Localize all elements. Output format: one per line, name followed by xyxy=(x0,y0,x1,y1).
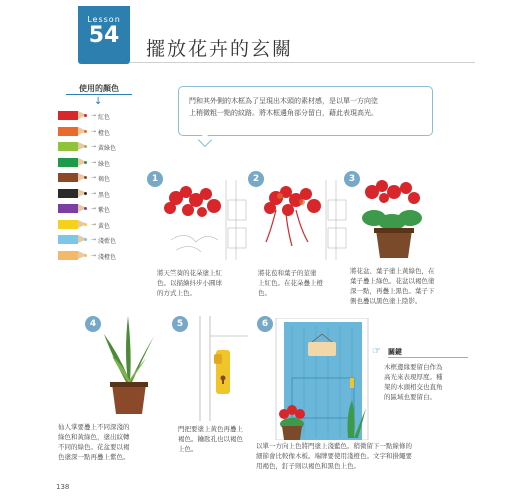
tip-line: 架的木頭相交也直角 xyxy=(384,383,443,391)
step-line: 將花苞和葉子的莖塗 xyxy=(258,269,317,277)
pencil-body xyxy=(58,220,78,229)
pencil-lead xyxy=(84,130,87,133)
colored-pencil-icon xyxy=(58,111,88,120)
color-label: 褐色 xyxy=(98,176,111,183)
page-number: 138 xyxy=(56,483,70,491)
intro-line: 上稍微粗一點的紋路。將木框邊角部分留白，藉此表現高光。 xyxy=(189,109,378,117)
geranium-sketch-illustration xyxy=(156,180,251,265)
right-arrow-icon: → xyxy=(91,220,97,228)
color-label: 淺橙色 xyxy=(98,253,117,261)
step-line: 上紅色。在花朵疊上橙 xyxy=(258,279,323,287)
lesson-badge xyxy=(78,6,130,64)
lesson-word: Lesson xyxy=(87,15,121,24)
key-point-text xyxy=(384,362,472,402)
colored-pencil-icon xyxy=(58,173,88,182)
color-label: 紫色 xyxy=(98,207,111,214)
step-line: 上色。 xyxy=(178,445,198,453)
door-handle-illustration xyxy=(188,316,248,421)
intro-line: 門和其外側的木框為了呈現出木頭的素材感，是以單一方向塗 xyxy=(189,97,378,105)
step-3-text xyxy=(350,266,435,306)
right-arrow-icon: → xyxy=(91,205,97,212)
blue-door-entrance-illustration xyxy=(272,318,372,440)
right-arrow-icon: → xyxy=(91,143,97,150)
pencil-body xyxy=(58,173,78,182)
legend-title: 使用的顏色 xyxy=(79,84,119,93)
right-arrow-icon: → xyxy=(91,127,97,135)
right-arrow-icon: → xyxy=(91,251,97,259)
step-4-text xyxy=(58,422,130,462)
down-arrow-icon: ↓ xyxy=(94,96,103,107)
step-line: 的方式上色。 xyxy=(157,289,196,297)
step-line: 側也疊以黑色塗上陰影。 xyxy=(350,297,422,305)
step-number: 3 xyxy=(344,171,360,187)
pointing-hand-icon: ☞ xyxy=(372,346,381,357)
step-6-text xyxy=(256,441,412,471)
step-line: 不同的綠色。花盆要以褐 xyxy=(58,443,130,451)
step-line: 色。以描繪抖步小圓球 xyxy=(157,279,222,287)
colored-pencil-icon xyxy=(58,235,88,244)
pencil-lead xyxy=(84,161,87,164)
pencil-body xyxy=(58,127,78,136)
step-5-text xyxy=(178,424,243,454)
pencil-lead xyxy=(84,176,87,179)
step-line: 色塗深一點再疊上紫色。 xyxy=(58,453,130,461)
right-arrow-icon: → xyxy=(91,112,97,119)
step-line: 門把要塗上黃色再疊上 xyxy=(178,425,243,433)
geranium-stems-illustration xyxy=(256,180,351,265)
pencil-body xyxy=(58,158,78,167)
colored-pencil-icon xyxy=(58,220,88,229)
pencil-lead xyxy=(84,223,87,226)
color-label: 黃綠色 xyxy=(98,145,117,152)
step-line: 將天竺葵的花朵塗上紅 xyxy=(157,269,222,277)
step-line: 仙人掌要疊上不同深淺的 xyxy=(58,423,130,431)
colored-pencil-icon xyxy=(58,158,88,167)
step-number: 6 xyxy=(257,316,273,332)
step-number: 5 xyxy=(172,316,188,332)
pencil-lead xyxy=(84,114,87,117)
pencil-body xyxy=(58,189,78,198)
right-arrow-icon: → xyxy=(91,174,97,181)
color-label: 綠色 xyxy=(98,160,111,168)
pencil-body xyxy=(58,235,78,244)
right-arrow-icon: → xyxy=(91,189,97,197)
step-1-text xyxy=(157,268,222,298)
step-line: 葉子疊上綠色。花盆以褐色塗 xyxy=(350,277,435,285)
right-arrow-icon: → xyxy=(91,236,97,243)
pencil-lead xyxy=(84,192,87,195)
legend-divider xyxy=(66,94,132,95)
colored-pencil-icon xyxy=(58,189,88,198)
color-label: 黃色 xyxy=(98,222,111,230)
key-point-title: 關鍵 xyxy=(388,348,402,356)
step-line: 以單一方向上色將門塗上淺藍色。稍微留下一點線條的 xyxy=(256,442,412,450)
step-line: 用褐色，釘子則以褐色和黑色上色。 xyxy=(256,462,360,470)
colored-pencil-icon xyxy=(58,142,88,151)
pencil-lead xyxy=(84,145,87,148)
step-number: 1 xyxy=(147,171,163,187)
step-line: 將花盆、葉子塗上黃綠色，在 xyxy=(350,267,435,275)
pencil-body xyxy=(58,111,78,120)
step-number: 2 xyxy=(248,171,264,187)
color-label: 淺藍色 xyxy=(98,238,117,245)
pencil-lead xyxy=(84,207,87,210)
pencil-body xyxy=(58,142,78,151)
colored-pencil-icon xyxy=(58,204,88,213)
potted-cactus-illustration xyxy=(98,312,160,417)
step-line: 細節會比較像木板。端牌要使用淺橙色。文字和掛繩要 xyxy=(256,452,412,460)
pencil-body xyxy=(58,204,78,213)
color-label: 紅色 xyxy=(98,114,111,121)
step-line: 深一點，再疊上黑色。葉子下 xyxy=(350,287,435,295)
lesson-number: 54 xyxy=(88,23,120,48)
step-line: 褐色。鑰匙孔也以褐色 xyxy=(178,435,243,443)
tip-line: 高光來表現厚度。種 xyxy=(384,373,443,381)
pencil-lead xyxy=(84,254,87,257)
title-divider xyxy=(130,62,475,63)
color-label: 橙色 xyxy=(98,129,111,137)
intro-bubble xyxy=(178,86,433,136)
color-label: 黑色 xyxy=(98,191,111,199)
step-line: 綠色和黃綠色，塗出紋轉 xyxy=(58,433,130,441)
right-arrow-icon: → xyxy=(91,158,97,166)
step-number: 4 xyxy=(85,316,101,332)
step-line: 色。 xyxy=(258,289,271,297)
pencil-lead xyxy=(84,238,87,241)
colored-pencil-icon xyxy=(58,127,88,136)
step-2-text xyxy=(258,268,323,298)
potted-geranium-illustration xyxy=(354,178,436,263)
key-point-divider xyxy=(388,357,468,358)
pencil-body xyxy=(58,251,78,260)
tip-line: 的區域也要留白。 xyxy=(384,393,436,401)
page-title: 擺放花卉的玄關 xyxy=(146,38,294,60)
tip-line: 木框邊緣要留白作為 xyxy=(384,363,443,371)
colored-pencil-icon xyxy=(58,251,88,260)
